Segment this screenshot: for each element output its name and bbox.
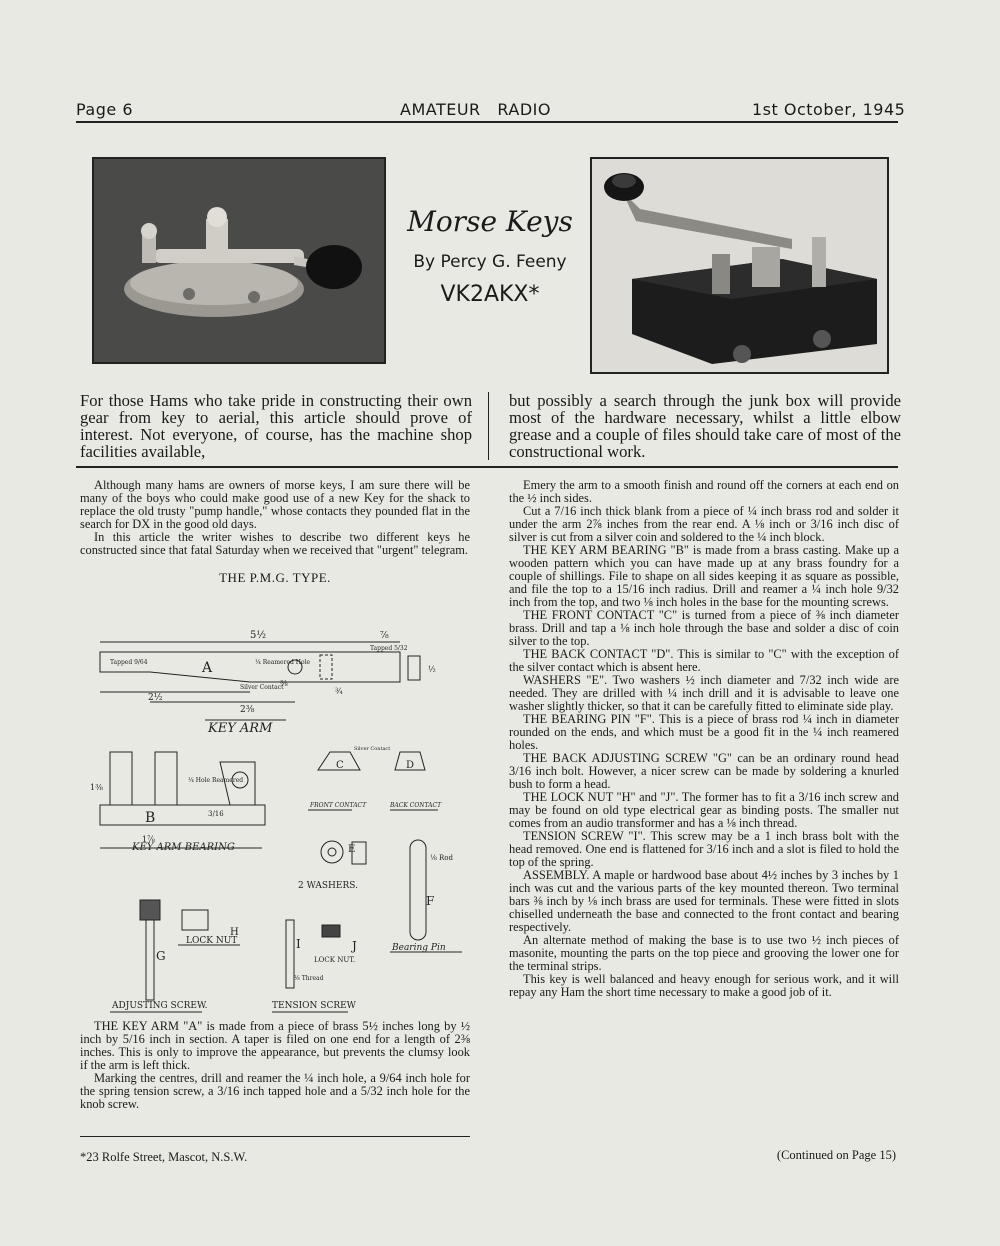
svg-text:D: D [406, 760, 415, 771]
drawing-adjusting-screw [110, 900, 240, 1012]
para-key-arm: THE KEY ARM "A" is made from a piece of brass 5½ inches long by ½ inch by 5/16 inch in section. A taper is filed on one end for a length of 2⅜ inches. This is only to improve the appearance, but prevents the clumsy look if the arm is left thick. [80, 1019, 470, 1072]
svg-text:¾: ¾ [335, 687, 343, 696]
right-paragraph: This key is well balanced and heavy enough for serious work, and it will repay any Ham the short time necessary to make a good job of it. [509, 972, 899, 999]
article-title: Morse Keys [407, 205, 573, 238]
drawing-tension-screw [272, 920, 348, 1012]
footnote-rule [80, 1136, 470, 1137]
author-address-footnote: *23 Rolfe Street, Mascot, N.S.W. [80, 1150, 248, 1164]
right-paragraph: THE LOCK NUT "H" and "J". The former has to fit a 3/16 inch screw and may be found on old type electrical gear as binding posts. The smaller nut comes from an audio transformer and has a ⅛ inch thread. [509, 790, 899, 830]
right-paragraph: THE BACK ADJUSTING SCREW "G" can be an ordinary round head 3/16 inch bolt. However, a nicer screw can be made by soldering a knurled bush to form a head. [509, 751, 899, 791]
svg-text:¼ Hole Reamered: ¼ Hole Reamered [188, 777, 244, 784]
svg-text:F: F [426, 894, 435, 908]
right-column [509, 479, 899, 999]
pmg-key-drawings [90, 620, 475, 1020]
right-paragraph: THE KEY ARM BEARING "B" is made from a brass casting. Make up a wooden pattern which you can have made up at any brass foundry for a couple of shillings. File to shape on all sides keeping it as square as possible, and file the top to a 15/16 inch radius. Drill and reamer a ¼ inch hole 9/32 inch from the top, and two ⅛ inch holes in the base for the mounting screws. [509, 543, 899, 609]
photo-block-key [590, 157, 889, 374]
page-number: Page 6 [76, 100, 133, 119]
intro-right: but possibly a search through the junk box will provide most of the hardware necessary, whilst a little elbow grease and a couple of files should take care of most of the constructional work. [509, 391, 901, 461]
svg-text:⅛ Thread: ⅛ Thread [294, 975, 324, 982]
drawing-bearing [100, 752, 265, 848]
figure-caption: THE P.M.G. TYPE. [219, 570, 331, 585]
photo-pmg-key [92, 157, 386, 364]
svg-text:G: G [156, 949, 166, 963]
right-paragraph: Emery the arm to a smooth finish and round off the corners at each end on the ½ inch sides. [509, 478, 899, 505]
svg-text:ADJUSTING SCREW.: ADJUSTING SCREW. [112, 1001, 208, 1011]
svg-text:KEY ARM BEARING: KEY ARM BEARING [132, 842, 235, 853]
svg-text:FRONT CONTACT: FRONT CONTACT [310, 802, 367, 809]
svg-text:BACK CONTACT: BACK CONTACT [390, 802, 442, 809]
right-paragraph: THE FRONT CONTACT "C" is turned from a piece of ⅜ inch diameter brass. Drill and tap a ⅛ inch hole through the base and solder a disc of coin silver to the top. [509, 608, 899, 648]
right-paragraph: WASHERS "E". Two washers ½ inch diameter and 7/32 inch wide are needed. They are drilled with ¼ inch drill and it is advisable to leave one washer slightly thicker, so that it can be carefully fitted to eliminate side play. [509, 673, 899, 713]
svg-text:2 WASHERS.: 2 WASHERS. [298, 881, 358, 891]
left-column [80, 479, 470, 594]
svg-text:Bearing Pin: Bearing Pin [392, 943, 446, 953]
svg-text:A: A [202, 660, 213, 676]
svg-text:Silver Contact: Silver Contact [354, 746, 391, 752]
left-column-lower [80, 1020, 470, 1111]
svg-text:3/16: 3/16 [208, 810, 224, 818]
svg-text:H: H [230, 927, 239, 938]
para-intro-2: In this article the writer wishes to describe two different keys he constructed since that fatal Saturday when we received that "urgent" telegram. [80, 530, 470, 557]
drawing-key-arm [100, 642, 420, 720]
right-paragraph: THE BEARING PIN "F". This is a piece of brass rod ¼ inch in diameter rounded on the ends, and which must be a good fit in the ¼ inch reamered holes. [509, 712, 899, 752]
right-paragraph: An alternate method of making the base is to use two ½ inch pieces of masonite, mounting the parts on the top piece and grooving the lower one for the terminal strips. [509, 933, 899, 973]
svg-text:⅜: ⅜ [280, 679, 288, 688]
issue-date: 1st October, 1945 [752, 100, 906, 119]
svg-text:5½: 5½ [250, 630, 267, 641]
para-intro-1: Although many hams are owners of morse keys, I am sure there will be many of the boys who could make good use of a new Key for the shack to replace the old trusty "pump handle," whose contacts they pounded flat in the search for DX in the good old days. [80, 478, 470, 531]
svg-text:Tapped 5/32: Tapped 5/32 [370, 645, 408, 652]
svg-text:Tapped 9/64: Tapped 9/64 [110, 659, 148, 666]
svg-text:I: I [296, 937, 301, 951]
intro-divider [488, 392, 489, 460]
svg-text:⅞: ⅞ [380, 631, 389, 641]
svg-text:2⅜: 2⅜ [240, 705, 255, 715]
svg-text:E: E [348, 844, 356, 855]
svg-text:½: ½ [428, 665, 436, 674]
right-paragraph: TENSION SCREW "I". This screw may be a 1 inch brass bolt with the head removed. One end is flattened for 3/16 inch and a slot is filed to hold the top of the spring. [509, 829, 899, 869]
svg-text:LOCK NUT: LOCK NUT [186, 936, 238, 946]
magazine-title: AMATEUR RADIO [400, 100, 551, 119]
svg-text:LOCK NUT.: LOCK NUT. [314, 956, 356, 964]
svg-text:⅛ Rod: ⅛ Rod [430, 854, 453, 862]
svg-text:B: B [145, 810, 156, 826]
svg-text:1⅞: 1⅞ [142, 835, 155, 844]
svg-text:Silver Contact: Silver Contact [240, 684, 284, 691]
svg-text:1⅜: 1⅜ [90, 783, 103, 792]
svg-text:J: J [352, 939, 357, 953]
continued-notice: (Continued on Page 15) [776, 1148, 896, 1162]
svg-text:C: C [336, 760, 344, 771]
para-marking: Marking the centres, drill and reamer the ¼ inch hole, a 9/64 inch hole for the spring tension screw, a 3/16 inch tapped hole and a 5/32 inch hole for the knob screw. [80, 1071, 470, 1111]
svg-text:¼ Reamered Hole: ¼ Reamered Hole [255, 659, 311, 666]
header-rule [76, 121, 898, 123]
right-paragraph: ASSEMBLY. A maple or hardwood base about 4½ inches by 3 inches by 1 inch was cut and the various parts of the key mounted thereon. Two terminal bars ⅜ inch by ⅛ inch brass are used for terminals. These were fitted in slots chiselled underneath the base and connected to the front contact and bearing respectively. [509, 868, 899, 934]
article-byline: By Percy G. Feeny [413, 252, 567, 272]
drawing-washers [321, 841, 366, 864]
author-callsign: VK2AKX* [440, 282, 540, 307]
svg-text:TENSION SCREW: TENSION SCREW [272, 1001, 356, 1011]
intro-left: For those Hams who take pride in constructing their own gear from key to aerial, this article should prove of interest. Not everyone, of course, has the machine shop facilities available, [80, 391, 472, 461]
svg-text:2½: 2½ [148, 693, 163, 703]
right-paragraph: Cut a 7/16 inch thick blank from a piece of ¼ inch brass rod and solder it under the arm 2⅞ inches from the rear end. A ⅛ inch or 3/16 inch disc of silver is cut from a silver coin and soldered to the ¼ inch block. [509, 504, 899, 544]
right-paragraph: THE BACK CONTACT "D". This is similar to "C" with the exception of the silver contact which is absent here. [509, 647, 899, 674]
intro-rule [76, 466, 898, 468]
svg-text:KEY ARM: KEY ARM [208, 721, 273, 736]
